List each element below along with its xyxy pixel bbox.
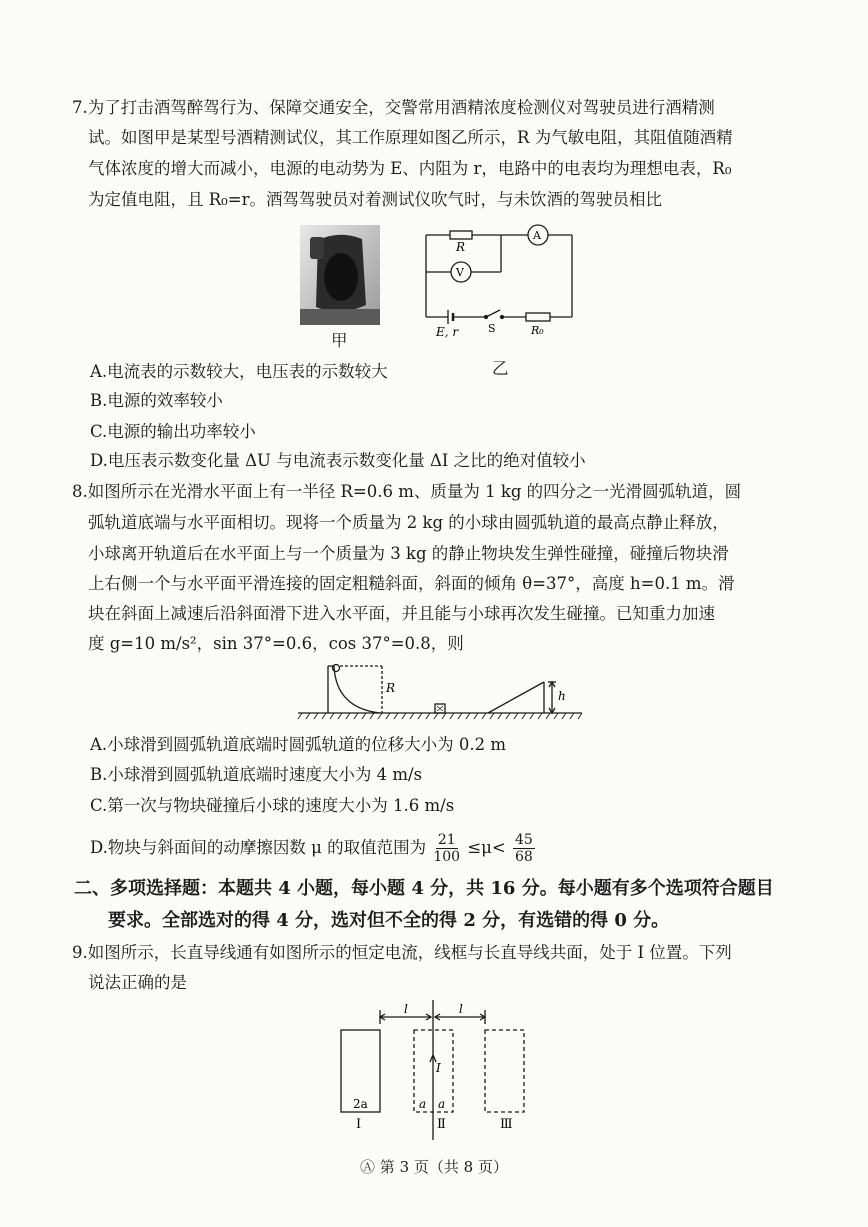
track-diagram bbox=[296, 660, 586, 722]
resistor-r0 bbox=[526, 313, 550, 321]
fraction-lower-den: 100 bbox=[433, 849, 461, 865]
label-current: I bbox=[436, 1061, 441, 1075]
label-l-right: l bbox=[459, 1002, 463, 1016]
section2-heading-1: 二、多项选择题：本题共 4 小题，每小题 4 分，共 16 分。每小题有多个选项符合题目 bbox=[74, 878, 774, 899]
fraction-upper-num: 45 bbox=[514, 832, 533, 848]
label-switch: S bbox=[488, 322, 496, 335]
label-radius: R bbox=[386, 681, 396, 695]
label-height: h bbox=[558, 689, 566, 703]
q8-option-d-prefix: D.物块与斜面间的动摩擦因数 μ 的取值范围为 bbox=[90, 838, 427, 857]
q8-option-b: B.小球滑到圆弧轨道底端时速度大小为 4 m/s bbox=[90, 765, 423, 784]
label-r: R bbox=[456, 240, 466, 254]
page-footer: Ⓐ 第 3 页（共 8 页） bbox=[360, 1158, 508, 1176]
q8-line-1: 8.如图所示在光滑水平面上有一半径 R=0.6 m、质量为 1 kg 的四分之一光滑圆弧轨道，圆 bbox=[72, 482, 742, 501]
q7-option-c: C.电源的输出功率较小 bbox=[90, 422, 256, 441]
label-position-1: Ⅰ bbox=[356, 1117, 362, 1132]
label-a-right: a bbox=[438, 1097, 446, 1111]
label-l-left: l bbox=[404, 1002, 408, 1016]
q8-option-d bbox=[90, 828, 790, 868]
q8-option-c: C.第一次与物块碰撞后小球的速度大小为 1.6 m/s bbox=[90, 796, 455, 815]
fig-caption-jia: 甲 bbox=[331, 331, 348, 350]
label-er: E, r bbox=[436, 325, 459, 339]
q7-option-d: D.电压表示数变化量 ΔU 与电流表示数变化量 ΔI 之比的绝对值较小 bbox=[90, 451, 586, 470]
q7-option-a: A.电流表的示数较大，电压表的示数较大 bbox=[90, 362, 388, 381]
q8-line-4: 上右侧一个与水平面平滑连接的固定粗糙斜面，斜面的倾角 θ=37°，高度 h=0.1 m。滑 bbox=[88, 574, 735, 593]
fraction-lower bbox=[433, 832, 460, 865]
wire-frame-diagram bbox=[330, 1000, 530, 1145]
ammeter-icon: A bbox=[533, 229, 541, 242]
label-a-left: a bbox=[419, 1097, 427, 1111]
fraction-lower-num: 21 bbox=[437, 832, 456, 848]
q8-line-2: 弧轨道底端与水平面相切。现将一个质量为 2 kg 的小球由圆弧轨道的最高点静止释放， bbox=[88, 513, 729, 532]
q8-line-6: 度 g=10 m/s²，sin 37°=0.6，cos 37°=0.8，则 bbox=[88, 634, 464, 653]
section2-heading-2: 要求。全部选对的得 4 分，选对但不全的得 2 分，有选错的得 0 分。 bbox=[108, 910, 670, 931]
q8-option-d-mid: ≤μ< bbox=[467, 838, 506, 857]
q8-line-3: 小球离开轨道后在水平面上与一个质量为 3 kg 的静止物块发生弹性碰撞，碰撞后物块滑 bbox=[88, 544, 729, 563]
fig-caption-yi: 乙 bbox=[492, 359, 509, 378]
fraction-upper-den: 68 bbox=[514, 849, 533, 865]
fraction-upper bbox=[513, 832, 535, 865]
label-2a: 2a bbox=[353, 1097, 368, 1111]
voltmeter-icon: V bbox=[456, 266, 464, 279]
q9-line-2: 说法正确的是 bbox=[88, 973, 187, 992]
resistor-r bbox=[450, 231, 472, 239]
q7-line-2: 试。如图甲是某型号酒精测试仪，其工作原理如图乙所示，R 为气敏电阻，其阻值随酒精 bbox=[88, 128, 733, 147]
q7-line-3: 气体浓度的增大而减小，电源的电动势为 E、内阻为 r，电路中的电表均为理想电表，R₀ bbox=[88, 159, 732, 178]
q8-line-5: 块在斜面上减速后沿斜面滑下进入水平面，并且能与小球再次发生碰撞。已知重力加速 bbox=[88, 604, 715, 623]
breathalyzer-photo bbox=[300, 225, 380, 325]
label-position-3: Ⅲ bbox=[500, 1117, 513, 1132]
q7-line-1: 7.为了打击酒驾醉驾行为、保障交通安全，交警常用酒精浓度检测仪对驾驶员进行酒精测 bbox=[72, 98, 715, 117]
q9-line-1: 9.如图所示，长直导线通有如图所示的恒定电流，线框与长直导线共面，处于 I 位置。下列 bbox=[72, 943, 732, 962]
q8-option-a: A.小球滑到圆弧轨道底端时圆弧轨道的位移大小为 0.2 m bbox=[90, 735, 507, 754]
label-position-2: Ⅱ bbox=[437, 1117, 446, 1132]
circuit-diagram bbox=[418, 224, 578, 339]
q7-option-b: B.电源的效率较小 bbox=[90, 391, 223, 410]
label-r0: R₀ bbox=[531, 324, 544, 337]
q7-line-4: 为定值电阻，且 R₀=r。酒驾驾驶员对着测试仪吹气时，与未饮酒的驾驶员相比 bbox=[88, 190, 662, 209]
